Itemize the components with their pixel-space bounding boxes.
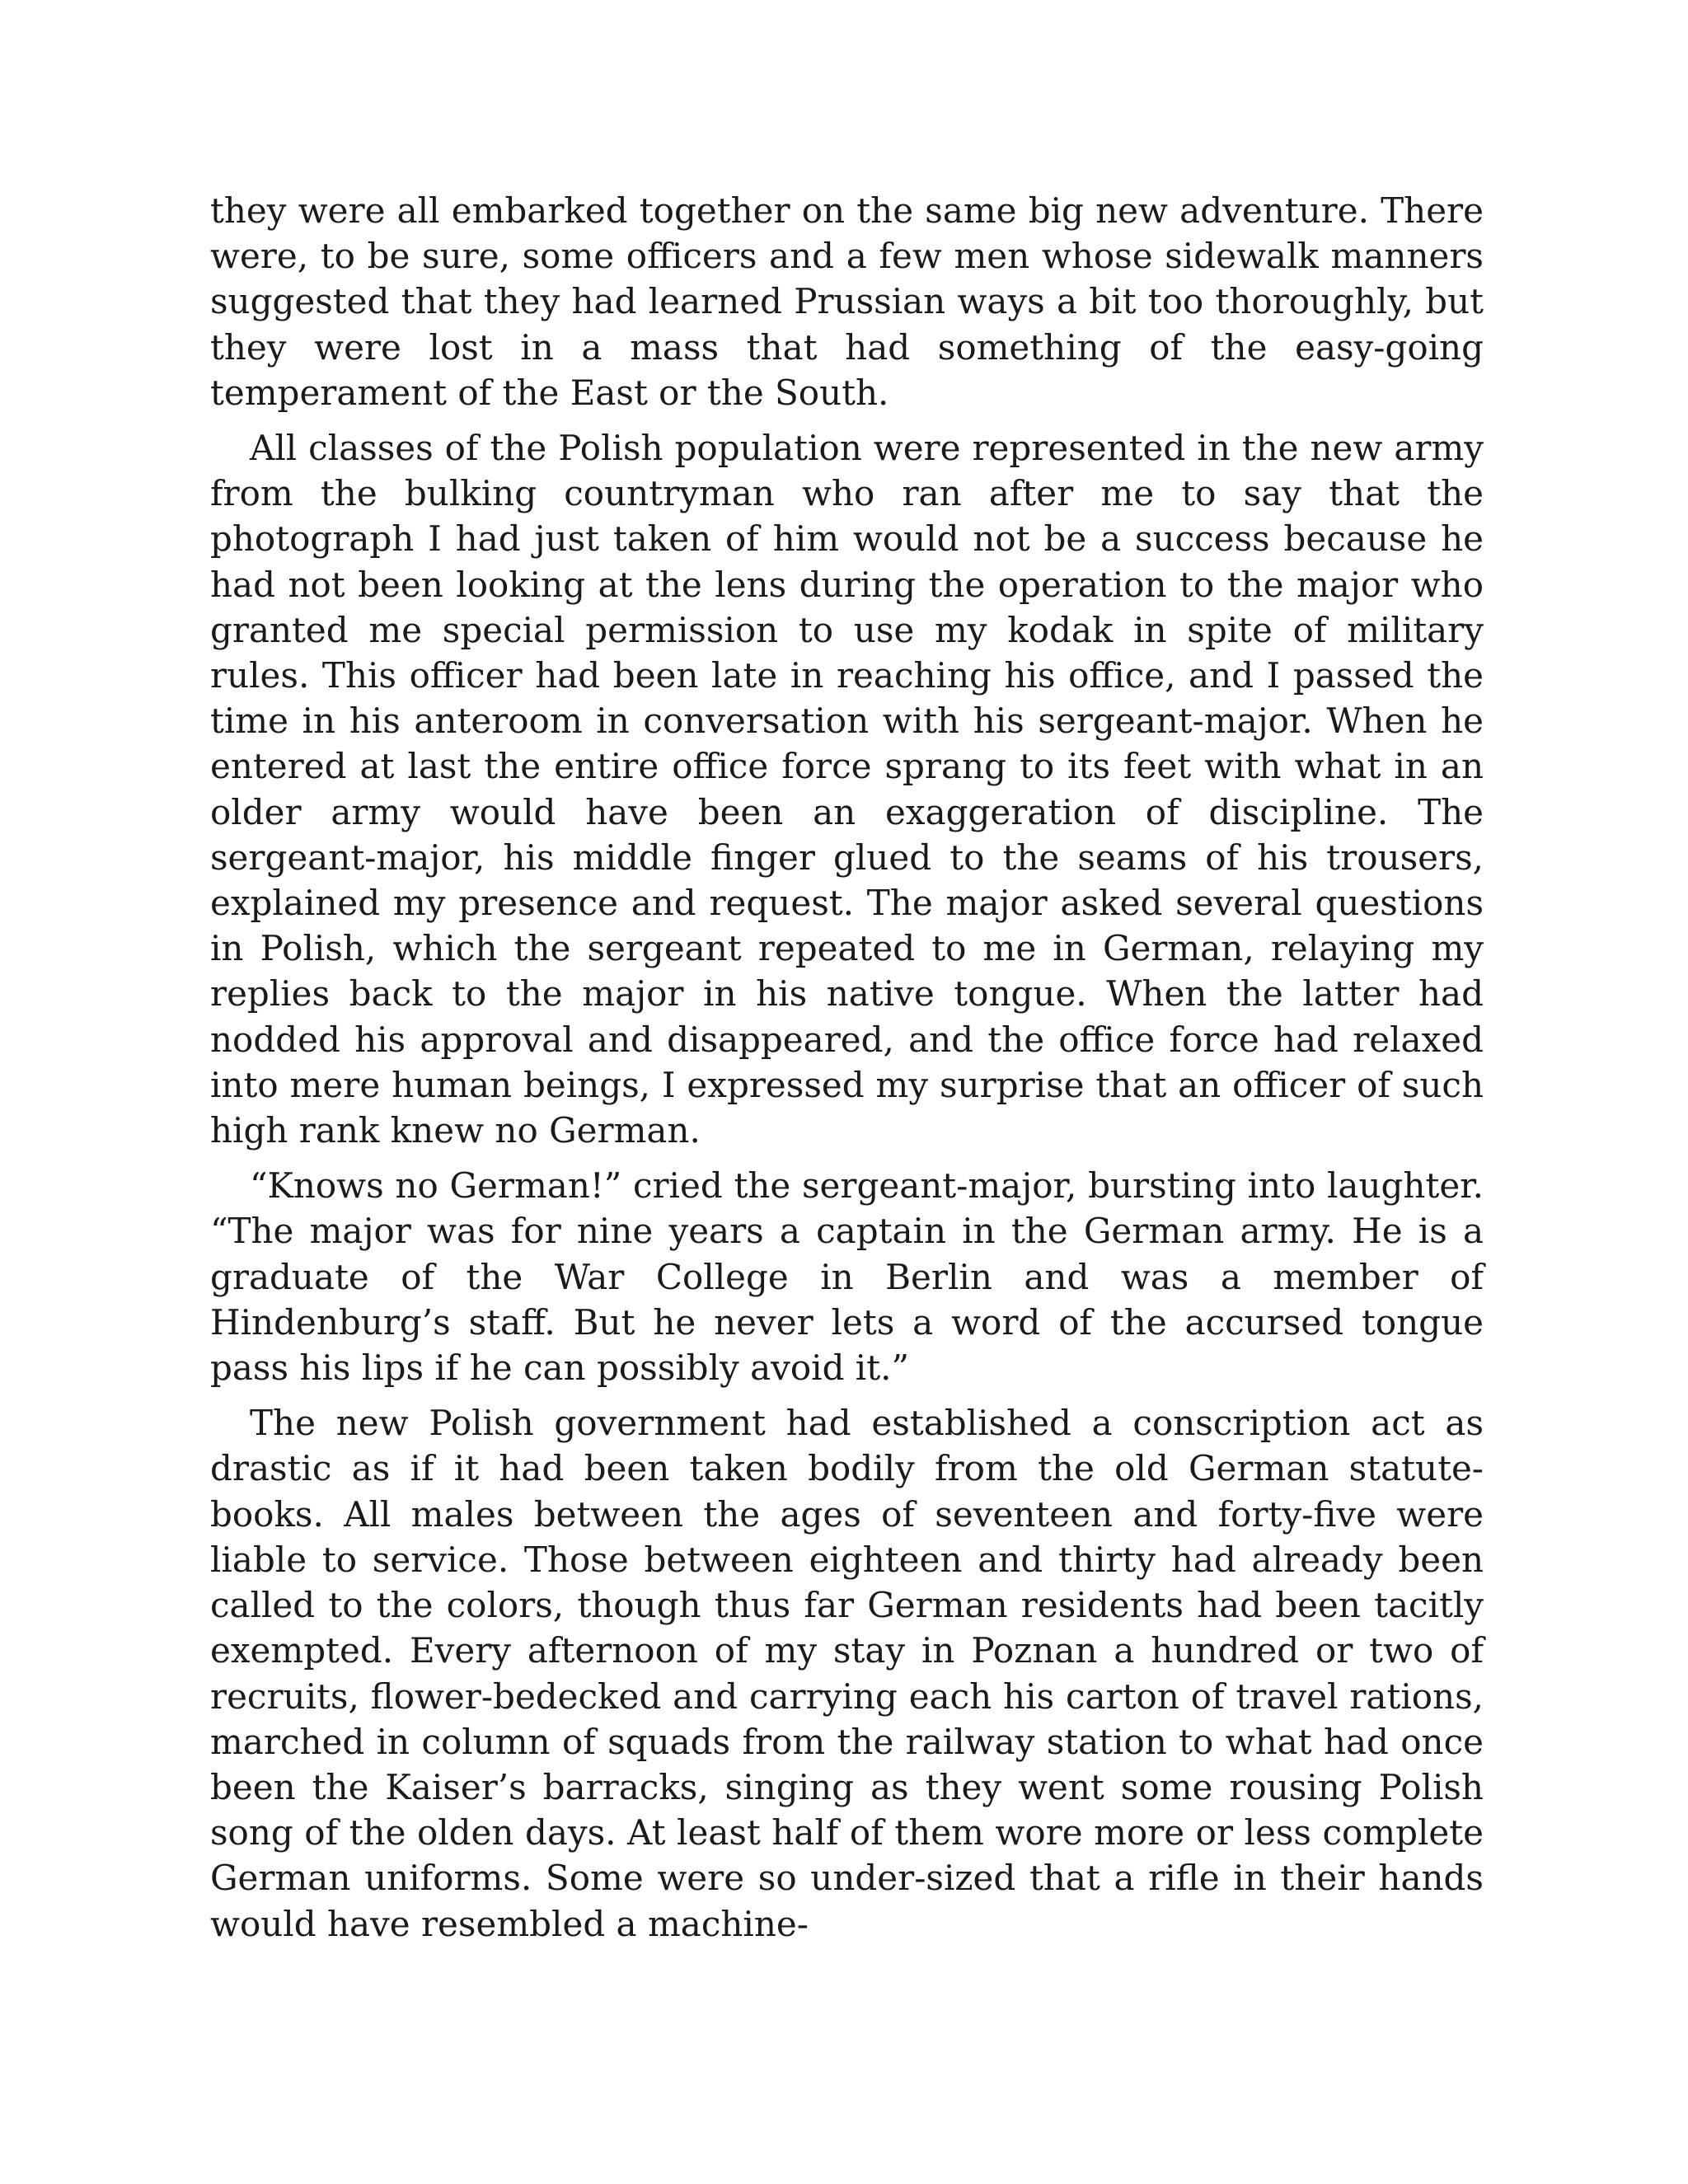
paragraph-polish-army: All classes of the Polish population were represented in the new army from the bulking countryman who ran after me to say that the photograph I had just taken of him would not be a success because he had not been looking at the lens during the operation to the major who granted me special permission to use my kodak in spite of military rules. This officer had been late in reaching his office, and I passed the time in his anteroom in conversation with his sergeant-major. When he entered at last the entire office force sprang to its feet with what in an older army would have been an exaggeration of discipline. The sergeant-major, his middle finger glued to the seams of his trousers, explained my presence and request. The major asked several questions in Polish, which the sergeant repeated to me in German, relaying my replies back to the major in his native tongue. When the latter had nodded his approval and disappeared, and the office force had relaxed into mere human beings, I expressed my surprise that an officer of such high rank knew no German. <box>210 428 1484 1151</box>
paragraph-continuation: they were all embarked together on the same big new adventure. There were, to be sure, some officers and a few men whose sidewalk manners suggested that they had learned Prussian ways a bit too thoroughly, but they were lost in a mass that had something of the easy-going temperament of the East or the South. <box>210 190 1484 413</box>
paragraph-conscription: The new Polish government had established a conscription act as drastic as if it had been taken bodily from the old German statute-books. All males between the ages of seventeen and forty-five were liable to service. Those between eighteen and thirty had already been called to the colors, though thus far German residents had been tacitly exempted. Every afternoon of my stay in Poznan a hundred or two of recruits, flower-bedecked and carrying each his carton of travel rations, marched in column of squads from the railway station to what had once been the Kaiser’s barracks, singing as they went some rousing Polish song of the olden days. At least half of them wore more or less complete German uniforms. Some were so under-sized that a rifle in their hands would have resembled a machine- <box>210 1403 1484 1944</box>
paragraph-sergeant-quote: “Knows no German!” cried the sergeant-major, bursting into laughter. “The major was for nine years a captain in the German army. He is a graduate of the War College in Berlin and was a member of Hindenburg’s staff. But he never lets a word of the accursed tongue pass his lips if he can possibly avoid it.” <box>210 1165 1484 1389</box>
page-body <box>210 188 1484 1957</box>
